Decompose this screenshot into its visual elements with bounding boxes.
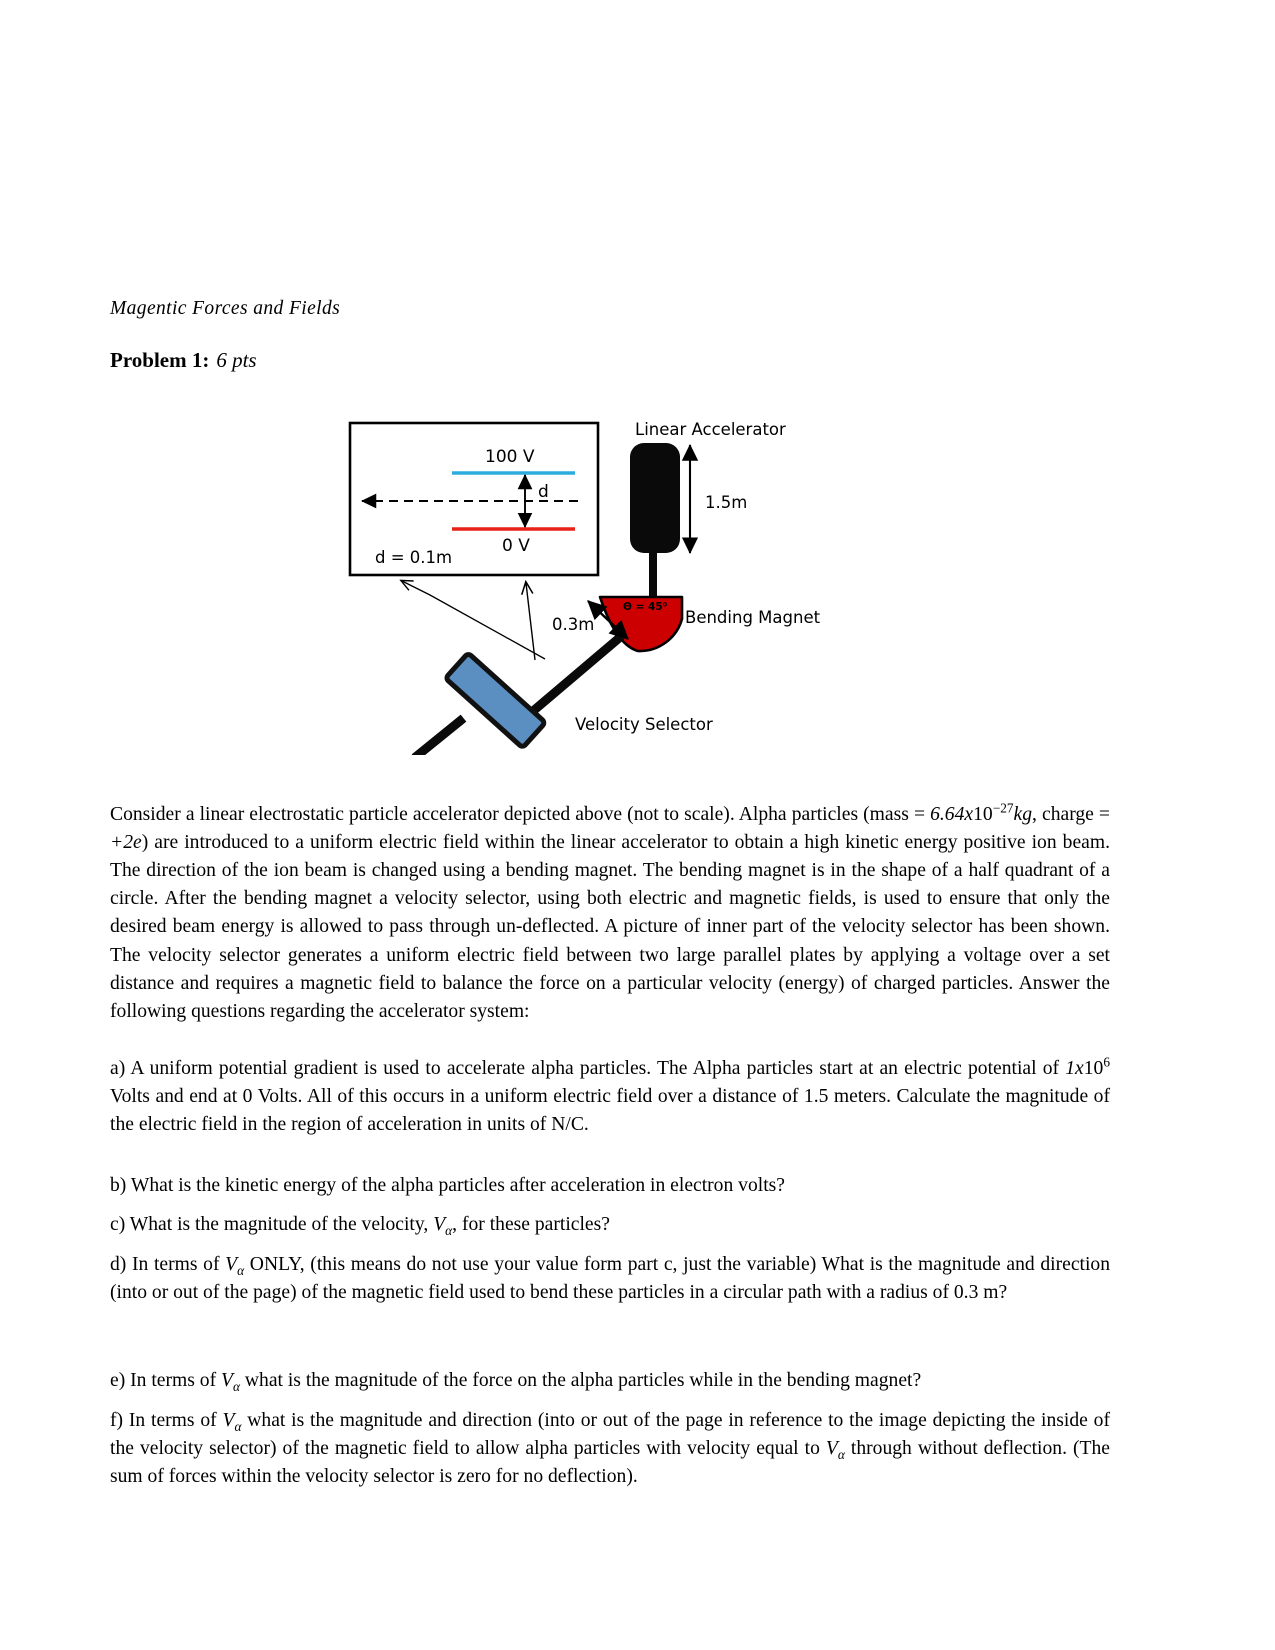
part-f-text-3: through without deflection. (The sum of forces within the velocity selector is zero for no deflection). xyxy=(110,1437,1110,1487)
paragraph-c xyxy=(110,1211,1110,1239)
mass-value: 6.64 xyxy=(930,803,965,825)
part-c-text-1: c) What is the magnitude of the velocity, xyxy=(110,1213,434,1235)
velocity-subscript-f2: α xyxy=(837,1446,845,1462)
paragraph-a xyxy=(110,1055,1110,1140)
velocity-symbol-e: V xyxy=(221,1369,233,1391)
part-e-text-1: e) In terms of xyxy=(110,1369,221,1391)
paragraph-d xyxy=(110,1251,1110,1307)
label-plate-0v: 0 V xyxy=(502,536,530,556)
part-c-text-2: , for these particles? xyxy=(452,1213,610,1235)
potential-exponent: 6 xyxy=(1103,1054,1110,1070)
mass-times: x xyxy=(964,803,974,825)
beam-line-to-selector xyxy=(526,639,618,717)
label-linac-length: 1.5m xyxy=(705,493,748,512)
velocity-symbol-f1: V xyxy=(222,1409,235,1431)
problem-points: 6 pts xyxy=(216,348,257,372)
part-a-text-2: Volts and end at 0 Volts. All of this occurs in a uniform electric field over a distance of 1.5 meters. Calculate the magnitude of the electric field in the region of acceleration in units of N/C. xyxy=(110,1085,1110,1135)
part-d-text-1: d) In terms of xyxy=(110,1253,226,1275)
beam-pipe xyxy=(649,551,657,601)
running-header: Magentic Forces and Fields xyxy=(110,298,341,319)
label-velocity-selector: Velocity Selector xyxy=(575,715,713,734)
potential-ten: 10 xyxy=(1083,1057,1104,1079)
potential-times: x xyxy=(1075,1057,1084,1079)
paragraph-b: b) What is the kinetic energy of the alpha particles after acceleration in electron volts? xyxy=(110,1174,785,1196)
paragraph-f xyxy=(110,1407,1110,1492)
charge-value: +2e xyxy=(110,831,142,853)
potential-base: 1 xyxy=(1065,1057,1076,1079)
part-f-text-2: what is the magnitude and direction (into or out of the page in reference to the image depicting the inside of the velocity selector) of the magnetic field to allow alpha particles with velocity equal to xyxy=(110,1409,1110,1459)
velocity-symbol-f2: V xyxy=(825,1437,838,1459)
part-a-text-1: a) A uniform potential gradient is used to accelerate alpha particles. The Alpha particles start at an electric potential of xyxy=(110,1057,1066,1079)
mass-unit: kg xyxy=(1013,803,1033,825)
paragraph-e xyxy=(110,1367,1110,1395)
paragraph-intro xyxy=(110,801,1110,1027)
label-bend-radius: 0.3m xyxy=(552,615,595,634)
velocity-subscript-f1: α xyxy=(234,1418,242,1434)
velocity-selector-body xyxy=(445,653,545,748)
intro-text-3: ) are introduced to a uniform electric field within the linear accelerator to obtain a high kinetic energy positive ion beam. The direction of the ion beam is changed using a bending magnet. The bending magnet is in the shape of a half quadrant of a circle. After the bending magnet a velocity selector, using both electric and magnetic fields, is used to ensure that only the desired beam energy is allowed to pass through un-deflected. A picture of inner part of the velocity selector has been shown. The velocity selector generates a uniform electric field between two large parallel plates by applying a voltage over a set distance and requires a magnetic field to balance the force on a particular velocity (energy) of charged particles. Answer the following questions regarding the accelerator system: xyxy=(110,831,1110,1023)
velocity-subscript-e: α xyxy=(232,1378,240,1394)
label-gap-symbol: d xyxy=(538,482,549,502)
problem-heading xyxy=(110,348,257,373)
intro-text-1: Consider a linear electrostatic particle accelerator depicted above (not to scale). Alpha particles (mass = xyxy=(110,803,931,825)
mass-ten: 10 xyxy=(973,803,993,825)
linear-accelerator-body xyxy=(630,443,680,553)
label-linear-accelerator: Linear Accelerator xyxy=(635,420,786,439)
part-d-text-2: ONLY, (this means do not use your value form part c, just the variable) What is the magnitude and direction (into or out of the page) of the magnetic field used to bend these particles in a circular path with a radius of 0.3 m? xyxy=(110,1253,1110,1303)
label-bending-angle: Θ = 45⁰ xyxy=(623,601,668,613)
label-plate-100v: 100 V xyxy=(485,447,535,467)
problem-label: Problem 1: xyxy=(110,348,210,372)
velocity-symbol-c: V xyxy=(433,1213,446,1235)
velocity-subscript-d: α xyxy=(237,1262,245,1278)
beam-line-exit xyxy=(418,721,460,755)
leader-arrow-left xyxy=(402,581,545,659)
part-e-text-2: what is the magnitude of the force on the alpha particles while in the bending magnet? xyxy=(239,1369,922,1391)
velocity-symbol-d: V xyxy=(225,1253,238,1275)
label-gap-value: d = 0.1m xyxy=(375,548,453,567)
intro-text-2: , charge = xyxy=(1032,803,1110,825)
mass-exponent: −27 xyxy=(992,800,1014,816)
velocity-subscript-c: α xyxy=(445,1222,453,1238)
diagram-svg xyxy=(330,405,890,755)
accelerator-diagram xyxy=(330,405,890,755)
label-bending-magnet: Bending Magnet xyxy=(685,608,821,627)
part-f-text-1: f) In terms of xyxy=(110,1409,223,1431)
